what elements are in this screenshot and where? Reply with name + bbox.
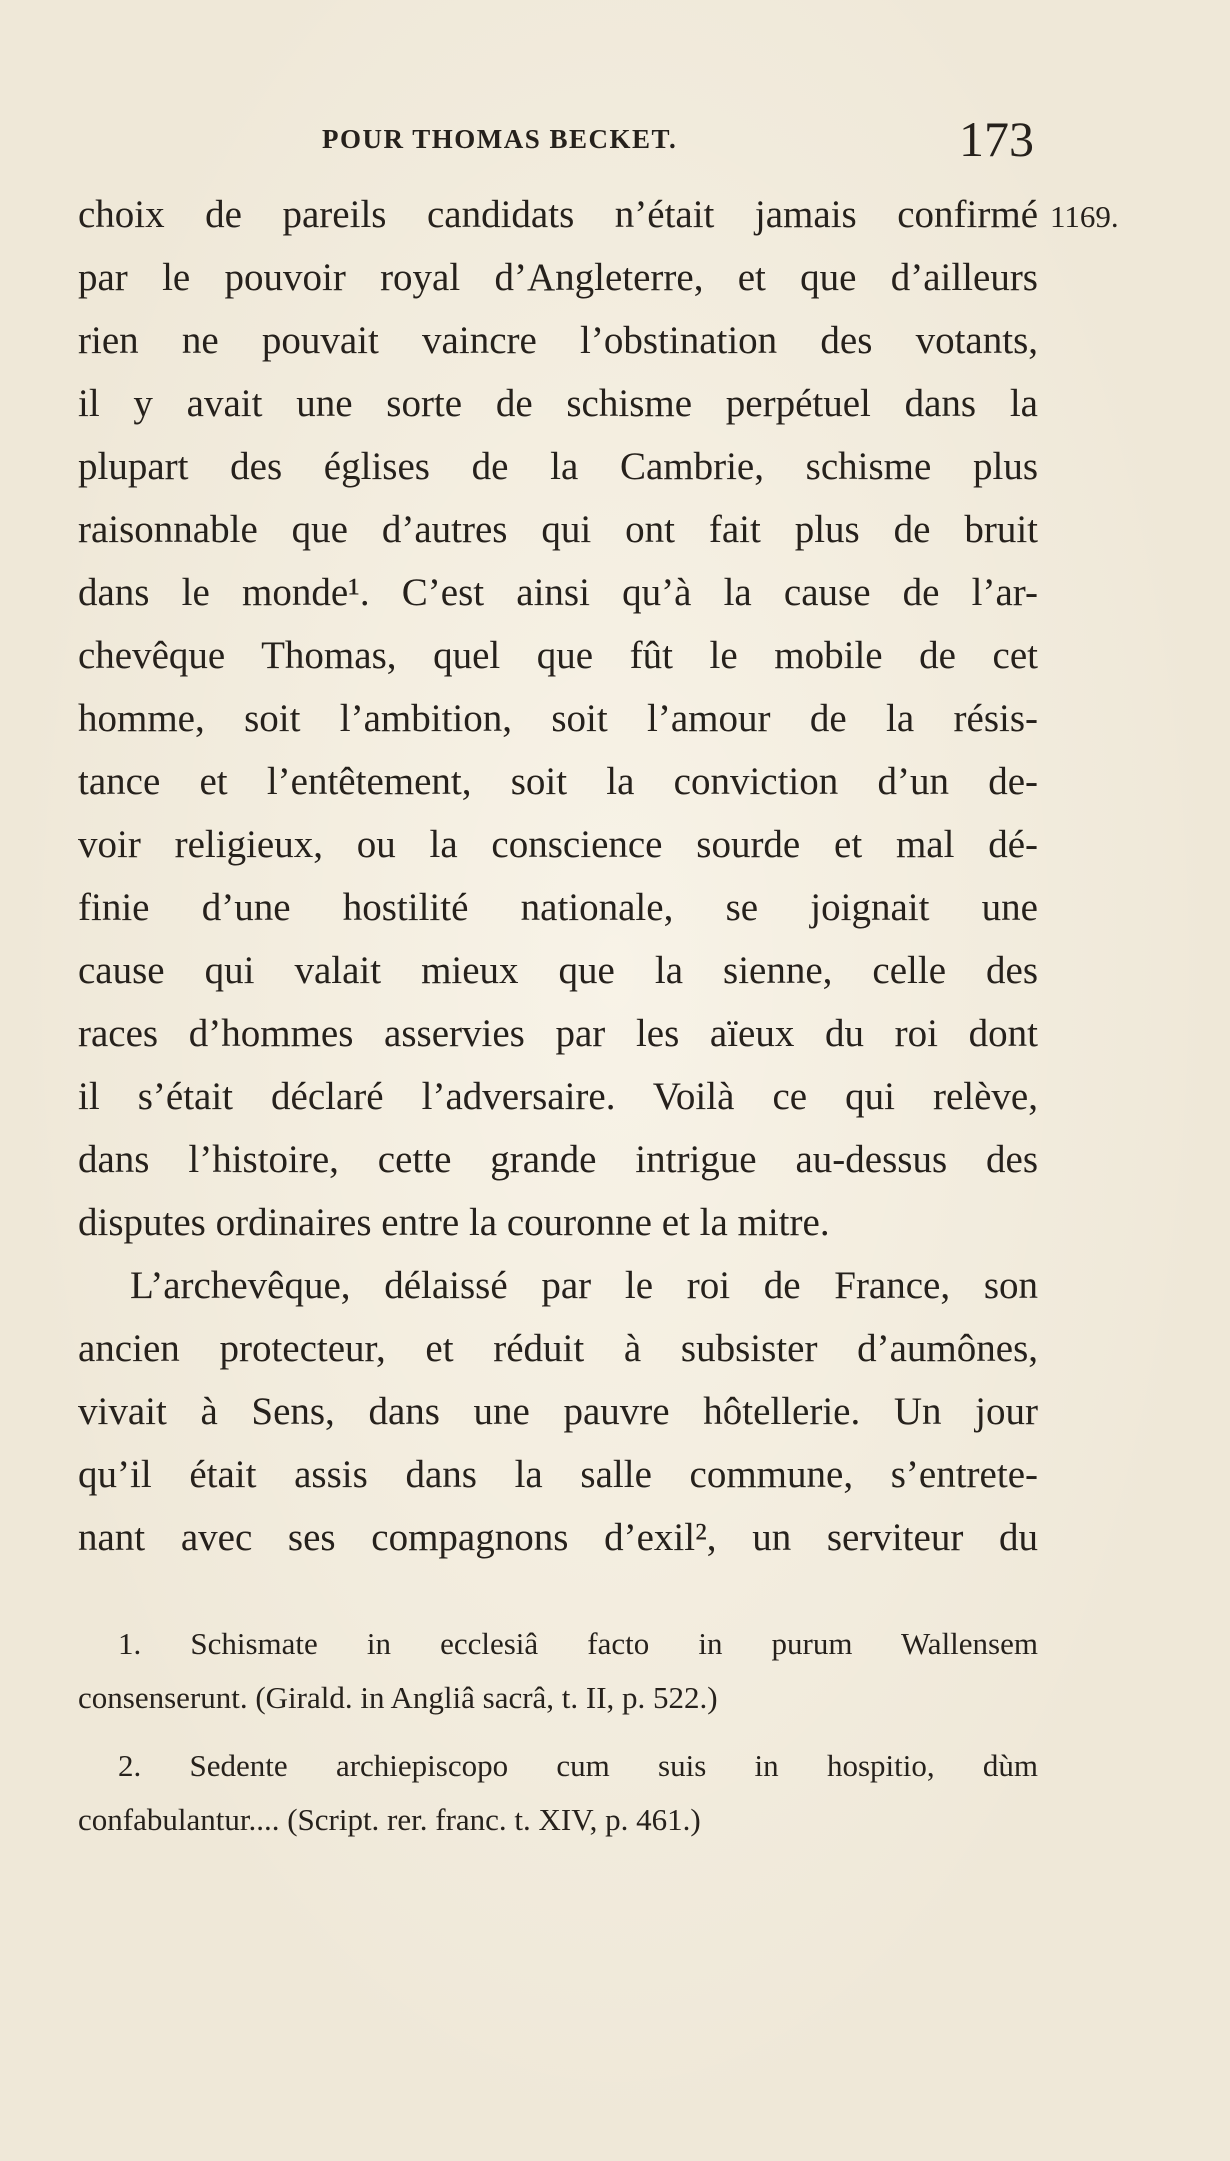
body-line: dans l’histoire, cette grande intrigue au-dessus des <box>78 1138 1038 1181</box>
body-line: raisonnable que d’autres qui ont fait plus de bruit <box>78 508 1038 551</box>
margin-year-note: 1169. <box>1050 199 1119 234</box>
body-line: races d’hommes asservies par les aïeux du roi dont <box>78 1012 1038 1055</box>
body-line: il s’était déclaré l’adversaire. Voilà ce qui relève, <box>78 1075 1038 1118</box>
body-line: plupart des églises de la Cambrie, schisme plus <box>78 445 1038 488</box>
body-line: par le pouvoir royal d’Angleterre, et que d’ailleurs <box>78 256 1038 299</box>
body-line: disputes ordinaires entre la couronne et la mitre. <box>78 1201 830 1244</box>
body-line: chevêque Thomas, quel que fût le mobile de cet <box>78 634 1038 677</box>
body-line: choix de pareils candidats n’était jamais confirmé <box>78 193 1038 236</box>
footnote-line: 2. Sedente archiepiscopo cum suis in hospitio, dùm <box>118 1748 1038 1783</box>
footnote-line: 1. Schismate in ecclesiâ facto in purum Wallensem <box>118 1626 1038 1661</box>
running-title: POUR THOMAS BECKET. <box>322 124 678 154</box>
body-line: nant avec ses compagnons d’exil², un serviteur du <box>78 1516 1038 1559</box>
body-line: voir religieux, ou la conscience sourde et mal dé- <box>78 823 1038 866</box>
running-head <box>0 111 1230 168</box>
body-line: ancien protecteur, et réduit à subsister d’aumônes, <box>78 1327 1038 1370</box>
body-line: finie d’une hostilité nationale, se joignait une <box>78 886 1038 929</box>
body-line: rien ne pouvait vaincre l’obstination des votants, <box>78 319 1038 362</box>
footnote-line: confabulantur.... (Script. rer. franc. t. XIV, p. 461.) <box>78 1802 701 1837</box>
body-line: il y avait une sorte de schisme perpétuel dans la <box>78 382 1038 425</box>
body-line: cause qui valait mieux que la sienne, celle des <box>78 949 1038 992</box>
body-line: qu’il était assis dans la salle commune, s’entrete- <box>78 1453 1038 1496</box>
footnote-line: consenserunt. (Girald. in Angliâ sacrâ, t. II, p. 522.) <box>78 1680 718 1715</box>
body-line: dans le monde¹. C’est ainsi qu’à la cause de l’ar- <box>78 571 1038 614</box>
page-number: 173 <box>959 111 1034 167</box>
footnotes <box>78 1617 1038 1847</box>
body-text <box>78 183 1038 1569</box>
body-line: tance et l’entêtement, soit la conviction d’un de- <box>78 760 1038 803</box>
body-line: vivait à Sens, dans une pauvre hôtellerie. Un jour <box>78 1390 1038 1433</box>
body-line: L’archevêque, délaissé par le roi de France, son <box>130 1264 1038 1307</box>
body-line: homme, soit l’ambition, soit l’amour de la résis- <box>78 697 1038 740</box>
